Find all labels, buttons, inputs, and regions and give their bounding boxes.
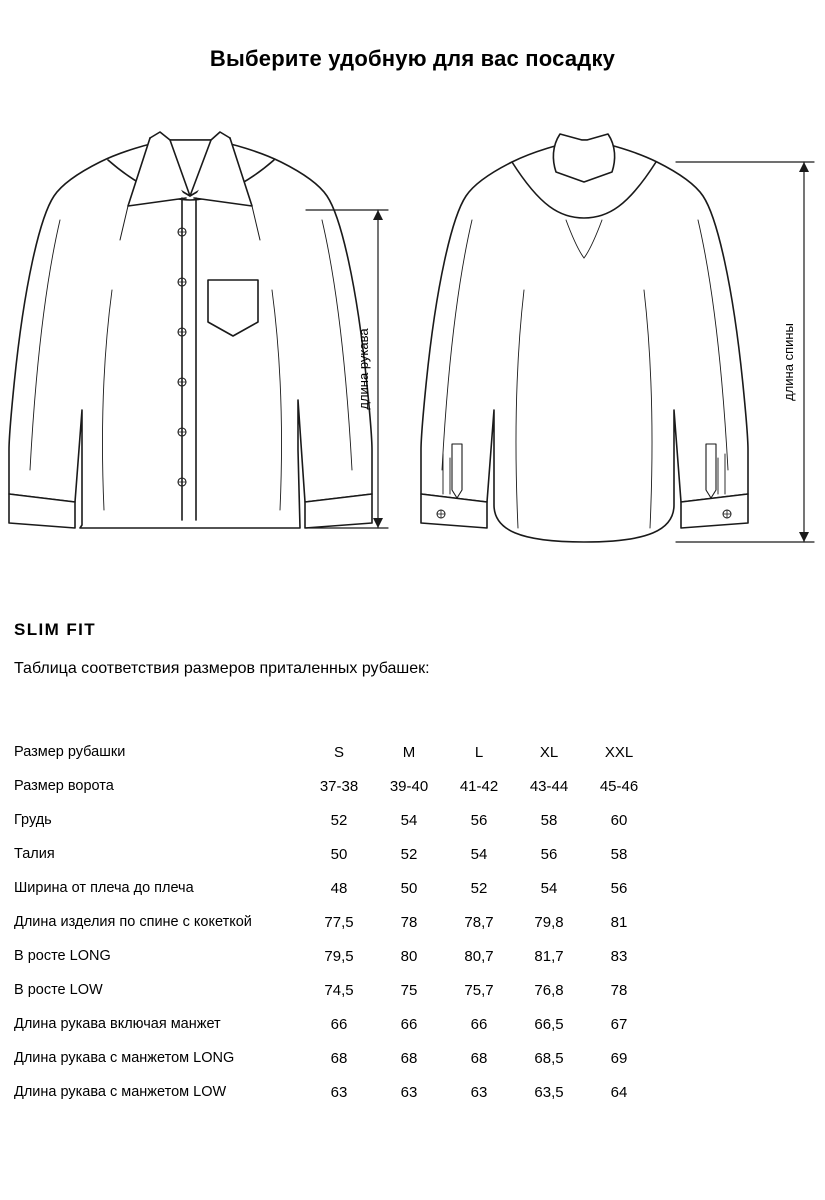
cell-value: 78 [610,981,628,999]
cell-value: 67 [610,1015,628,1033]
cell-value: 56 [540,845,558,863]
row-label: Размер ворота [14,778,114,794]
table-row [14,1075,654,1109]
cell-value: 63,5 [534,1083,564,1101]
cell-value: 68 [330,1049,348,1067]
cell-value: 54 [400,811,418,829]
cell-value: 79,8 [534,913,564,931]
row-label: В росте LONG [14,948,111,964]
table-header-label: Размер рубашки [14,744,126,760]
shirt-back-view [421,134,748,542]
table-row [14,803,654,837]
cell-value: 39-40 [389,777,429,795]
cell-value: 50 [330,845,348,863]
cell-value: 76,8 [534,981,564,999]
cell-value: 48 [330,879,348,897]
cell-value: 66,5 [534,1015,564,1033]
table-row [14,871,654,905]
cell-value: 50 [400,879,418,897]
row-label: Длина рукава с манжетом LOW [14,1084,227,1100]
cell-value: 45-46 [599,777,639,795]
cell-value: 43-44 [529,777,569,795]
table-row [14,939,654,973]
cell-value: 64 [610,1083,628,1101]
cell-value: 68,5 [534,1049,564,1067]
cell-value: 41-42 [459,777,499,795]
cell-value: 63 [400,1083,418,1101]
cell-value: 78 [400,913,418,931]
cell-value: 66 [470,1015,488,1033]
row-label: В росте LOW [14,982,103,998]
row-label: Длина изделия по спине с кокеткой [14,914,252,930]
cell-value: 54 [540,879,558,897]
row-label: Длина рукава с манжетом LONG [14,1050,235,1066]
table-row [14,973,654,1007]
cell-value: 63 [330,1083,348,1101]
cell-value: 52 [330,811,348,829]
back-length-label: длина спины [781,323,796,401]
shirt-illustration [0,110,825,560]
cell-value: 37-38 [319,777,359,795]
table-column-xxl: XXL [604,743,634,761]
cell-value: 81 [610,913,628,931]
table-row [14,905,654,939]
cell-value: 78,7 [464,913,494,931]
cell-value: 52 [400,845,418,863]
cell-value: 69 [610,1049,628,1067]
cell-value: 75 [400,981,418,999]
cell-value: 68 [400,1049,418,1067]
cell-value: 66 [330,1015,348,1033]
table-row [14,837,654,871]
table-column-xl: XL [539,743,559,761]
row-label: Длина рукава включая манжет [14,1016,221,1032]
cell-value: 81,7 [534,947,564,965]
cell-value: 54 [470,845,488,863]
cell-value: 56 [470,811,488,829]
cell-value: 63 [470,1083,488,1101]
cell-value: 80 [400,947,418,965]
cell-value: 58 [610,845,628,863]
fit-subtitle: Таблица соответствия размеров приталенных рубашек: [14,660,430,677]
cell-value: 52 [470,879,488,897]
cell-value: 66 [400,1015,418,1033]
size-chart-table [14,735,654,1109]
cell-value: 75,7 [464,981,494,999]
cell-value: 56 [610,879,628,897]
table-row [14,1041,654,1075]
fit-type-title: SLIM FIT [14,620,97,639]
cell-value: 77,5 [324,913,354,931]
cell-value: 74,5 [324,981,354,999]
page-title: Выберите удобную для вас посадку [209,46,616,71]
table-column-m: M [402,743,416,761]
cell-value: 68 [470,1049,488,1067]
cell-value: 80,7 [464,947,494,965]
cell-value: 60 [610,811,628,829]
table-column-l: L [474,743,484,761]
row-label: Талия [14,846,55,862]
cell-value: 58 [540,811,558,829]
sleeve-length-label: длина рукава [356,328,371,410]
table-row [14,1007,654,1041]
cell-value: 83 [610,947,628,965]
shirt-front-view [9,132,372,528]
row-label: Ширина от плеча до плеча [14,880,194,896]
table-header-row [14,735,654,769]
cell-value: 79,5 [324,947,354,965]
table-row [14,769,654,803]
row-label: Грудь [14,812,52,828]
table-column-s: S [333,743,344,761]
